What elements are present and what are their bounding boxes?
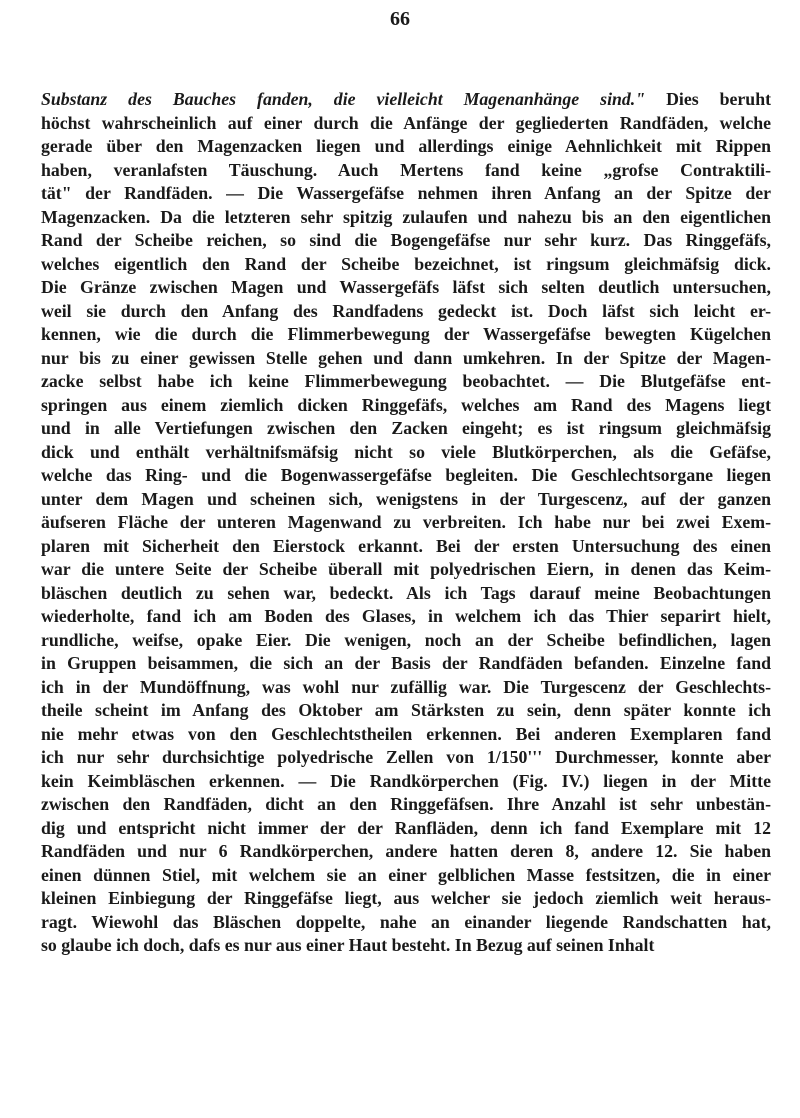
text-line: einen dünnen Stiel, mit welchem sie an einer gelblichen Masse festsitzen, die in einer (41, 864, 771, 885)
body-text (41, 88, 771, 958)
text-line: nur bis zu einer gewissen Stelle gehen und dann umkehren. In der Spitze der Magen- (41, 347, 771, 368)
page-number: 66 (390, 8, 410, 30)
text-line: äufseren Fläche der unteren Magenwand zu verbreiten. Ich habe nur bei zwei Exem- (41, 512, 771, 532)
text-line: theile scheint im Anfang des Oktober am Stärksten zu sein, denn später konnte ich (41, 700, 771, 720)
text-line: ich nur sehr durchsichtige polyedrische Zellen von 1/150''' Durchmesser, konnte aber (41, 747, 771, 767)
text-line: zacke selbst habe ich keine Flimmerbewegung beobachtet. — Die Blutgefäfse ent- (41, 371, 771, 391)
text-line: Die Gränze zwischen Magen und Wassergefäfs läfst sich selten deutlich untersuchen, (41, 277, 771, 297)
text-line: und in alle Vertiefungen zwischen den Zacken eingeht; es ist ringsum gleichmäfsig (41, 418, 771, 438)
text-line: wiederholte, fand ich am Boden des Glases, in welchem ich das Thier separirt hielt, (41, 606, 771, 626)
text-line: gerade über den Magenzacken liegen und allerdings einige Aehnlichkeit mit Rippen (41, 136, 771, 156)
text-line: nie mehr etwas von den Geschlechtstheilen erkennen. Bei anderen Exemplaren fand (41, 723, 771, 744)
text-line: Rand der Scheibe reichen, so sind die Bogengefäfse nur sehr kurz. Das Ringgefäfs, (41, 230, 771, 250)
text-line: tät" der Randfäden. — Die Wassergefäfse nehmen ihren Anfang an der Spitze der (41, 183, 771, 203)
text-line: plaren mit Sicherheit den Eierstock erkannt. Bei der ersten Untersuchung des einen (41, 535, 771, 556)
text-line: kleinen Einbiegung der Ringgefäfse liegt, aus welcher sie jedoch ziemlich weit heraus- (41, 888, 771, 908)
text-line: unter dem Magen und scheinen sich, wenigstens in der Turgescenz, auf der ganzen (41, 488, 771, 509)
text-line: Magenzacken. Da die letzteren sehr spitzig zulaufen und nahezu bis an den eigentlichen (41, 206, 771, 227)
text-line: rundliche, weifse, opake Eier. Die wenigen, noch an der Scheibe befindlichen, lagen (41, 629, 771, 650)
text-line: bläschen deutlich zu sehen war, bedeckt. Als ich Tags darauf meine Beobachtungen (41, 582, 771, 603)
text-line: zwischen den Randfäden, dicht an den Ringgefäfsen. Ihre Anzahl ist sehr unbestän- (41, 794, 771, 814)
text-line: war die untere Seite der Scheibe überall mit polyedrischen Eiern, in denen das Keim- (41, 559, 771, 579)
text-line: Substanz des Bauches fanden, die vielleicht Magenanhänge sind." Dies beruht (41, 89, 772, 109)
text-line: ich in der Mundöffnung, was wohl nur zufällig war. Die Turgescenz der Geschlechts- (41, 676, 771, 697)
text-line: dig und entspricht nicht immer der der Ranfläden, denn ich fand Exemplare mit 12 (41, 817, 771, 838)
text-line: dick und enthält verhältnifsmäfsig nicht so viele Blutkörperchen, als die Gefäfse, (41, 441, 771, 462)
text-line: ragt. Wiewohl das Bläschen doppelte, nahe an einander liegende Randschatten hat, (41, 911, 771, 932)
text-line: kennen, wie die durch die Flimmerbewegung der Wassergefäfse bewegten Kügelchen (41, 324, 771, 344)
text-line: weil sie durch den Anfang des Randfadens gedeckt ist. Doch läfst sich leicht er- (41, 300, 771, 321)
text-line: springen aus einem ziemlich dicken Ringgefäfs, welches am Rand des Magens liegt (41, 394, 771, 415)
text-line: haben, veranlafsten Täuschung. Auch Mertens fand keine „grofse Contraktili- (41, 159, 771, 180)
text-line: so glaube ich doch, dafs es nur aus einer Haut besteht. In Bezug auf seinen Inhalt (41, 935, 655, 955)
text-line: welche das Ring- und die Bogenwassergefäfse begleiten. Die Geschlechtsorgane liegen (41, 465, 771, 485)
text-line: welches eigentlich den Rand der Scheibe bezeichnet, ist ringsum gleichmäfsig dick. (41, 253, 771, 274)
text-line: in Gruppen beisammen, die sich an der Basis der Randfäden befanden. Einzelne fand (41, 653, 771, 673)
text-line: Randfäden und nur 6 Randkörperchen, andere hatten deren 8, andere 12. Sie haben (41, 841, 771, 861)
text-line: kein Keimbläschen erkennen. — Die Randkörperchen (Fig. IV.) liegen in der Mitte (41, 770, 771, 791)
text-line: höchst wahrscheinlich auf einer durch die Anfänge der gegliederten Randfäden, welche (41, 112, 771, 133)
